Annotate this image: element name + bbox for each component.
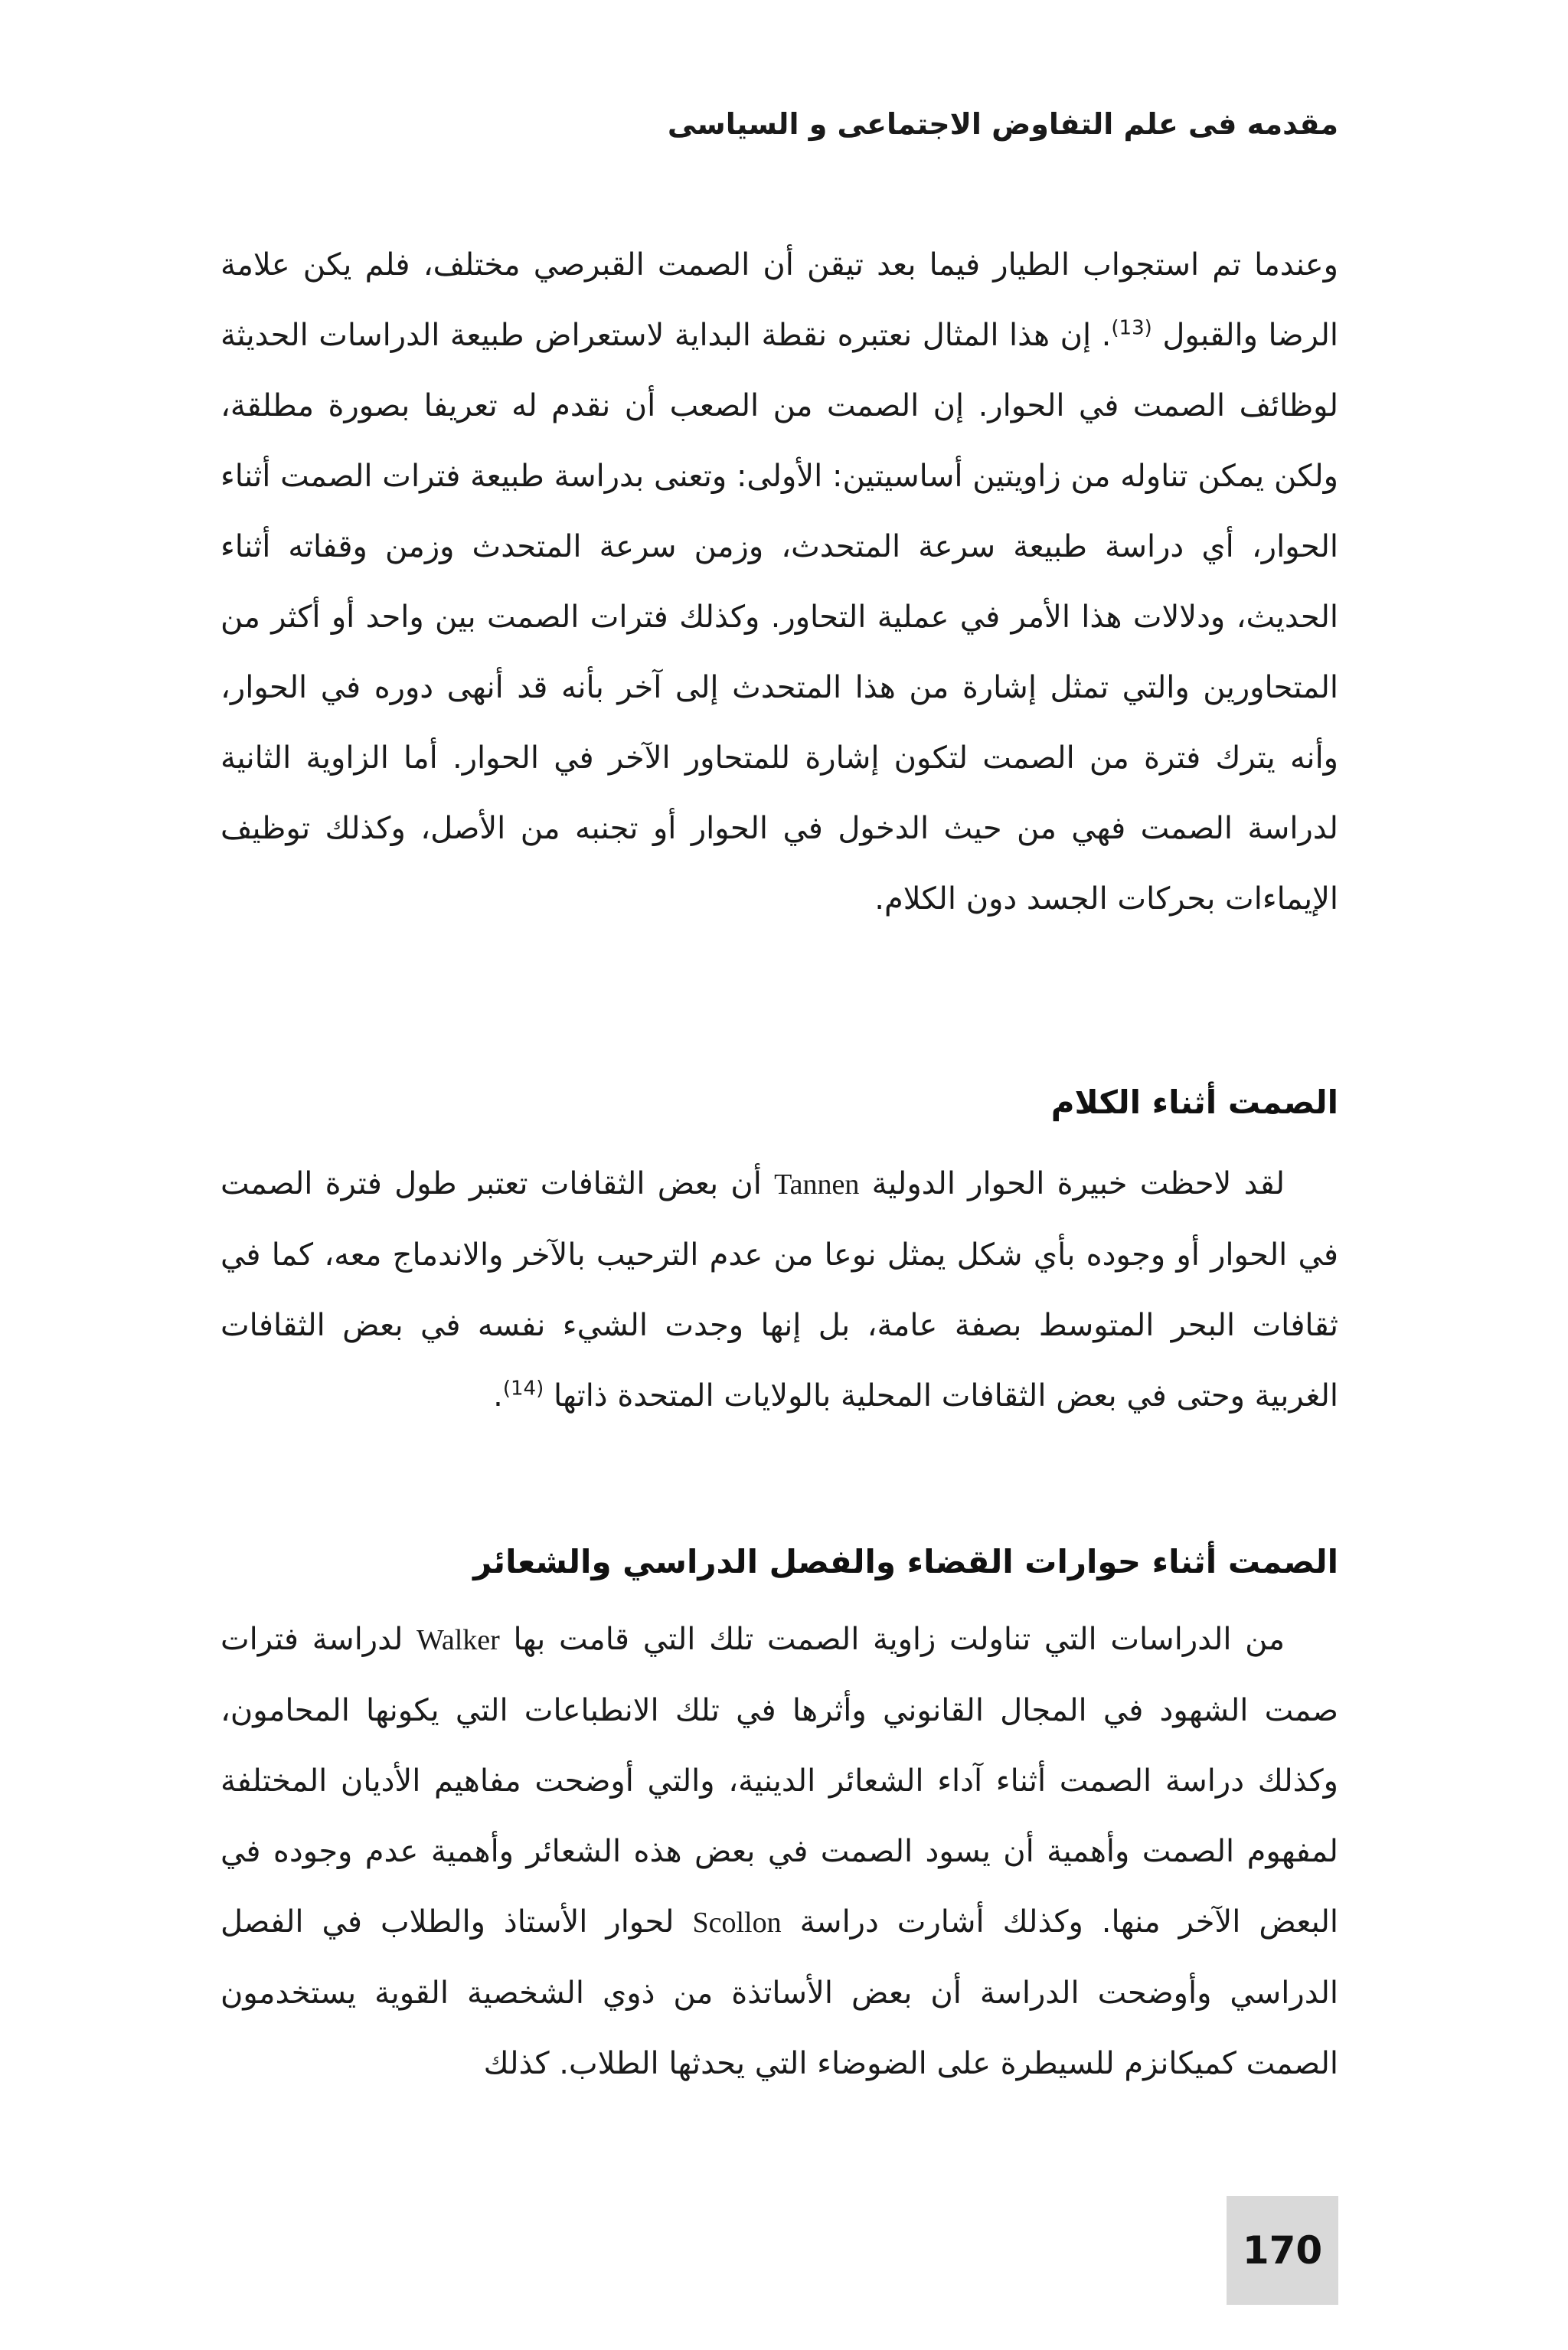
paragraph-text: لحوار الأستاذ والطلاب في الفصل الدراسي وأوضحت الدراسة أن بعض الأساتذة من ذوي الشخصية القوية يستخدمون الصمت كميكانزم للسيطرة على الضوضاء التي يحدثها الطلاب. كذلك [220, 1904, 1338, 2081]
paragraph-text: من الدراسات التي تناولت زاوية الصمت تلك التي قامت بها [513, 1622, 1285, 1657]
footnote-marker: (14) [502, 1377, 544, 1401]
author-name: Tannen [774, 1168, 860, 1201]
paragraph-silence-court-class-rituals [220, 1604, 1338, 2099]
paragraph-silence-during-speech [220, 1149, 1338, 1431]
paragraph-text: وعندما تم استجواب الطيار فيما بعد تيقن أن الصمت القبرصي مختلف، فلم يكن علامة الرضا والقبول [220, 247, 1338, 353]
paragraph-text: لقد لاحظت خبيرة الحوار الدولية [871, 1166, 1285, 1201]
author-name: Scollon [692, 1907, 782, 1939]
page-number-box [1227, 2196, 1338, 2305]
paragraph-text: أن بعض الثقافات تعتبر طول فترة الصمت في الحوار أو وجوده بأي شكل يمثل نوعا من عدم الترحيب بالآخر والاندماج معه، كما في ثقافات البحر المتوسط بصفة عامة، بل إنها وجدت الشيء نفسه في بعض الثقافات الغربية وحتى في بعض الثقافات المحلية بالولايات المتحدة ذاتها [220, 1166, 1338, 1414]
paragraph-text: لدراسة فترات صمت الشهود في المجال القانوني وأثرها في تلك الانطباعات التي يكونها المحامون، وكذلك دراسة الصمت أثناء آداء الشعائر الدينية، والتي أوضحت مفاهيم الأديان المختلفة لمفهوم الصمت وأهمية أن يسود الصمت في بعض هذه الشعائر وأهمية عدم وجوده في البعض الآخر منها. وكذلك أشارت دراسة [220, 1622, 1339, 1940]
section-heading-silence-during-speech: الصمت أثناء الكلام [1050, 1083, 1338, 1121]
paragraph-text: . إن هذا المثال نعتبره نقطة البداية لاستعراض طبيعة الدراسات الحديثة لوظائف الصمت في الحوار. إن الصمت من الصعب أن نقدم له تعريفا بصورة مطلقة، ولكن يمكن تناوله من زاويتين أساسيتين: الأولى: وتعنى بدراسة طبيعة فترات الصمت أثناء الحوار، أي دراسة طبيعة سرعة المتحدث، وزمن سرعة المتحدث وزمن وقفاته أثناء الحديث، ودلالات هذا الأمر في عملية التحاور. وكذلك فترات الصمت بين واحد أو أكثر من المتحاورين والتي تمثل إشارة من هذا المتحدث إلى آخر بأنه قد أنهى دوره في الحوار، وأنه يترك فترة من الصمت لتكون إشارة للمتحاور الآخر في الحوار. أما الزاوية الثانية لدراسة الصمت فهي من حيث الدخول في الحوار أو تجنبه من الأصل، وكذلك توظيف الإيماءات بحركات الجسد دون الكلام. [220, 318, 1338, 917]
running-header: مقدمه فى علم التفاوض الاجتماعى و السياسى [667, 107, 1338, 141]
footnote-marker: (13) [1111, 316, 1152, 340]
author-name: Walker [416, 1624, 500, 1656]
paragraph-end: . [493, 1378, 503, 1414]
page-number: 170 [1242, 2228, 1323, 2273]
section-heading-silence-court-class-rituals: الصمت أثناء حوارات القضاء والفصل الدراسي والشعائر [473, 1543, 1338, 1580]
paragraph-intro [220, 230, 1338, 934]
